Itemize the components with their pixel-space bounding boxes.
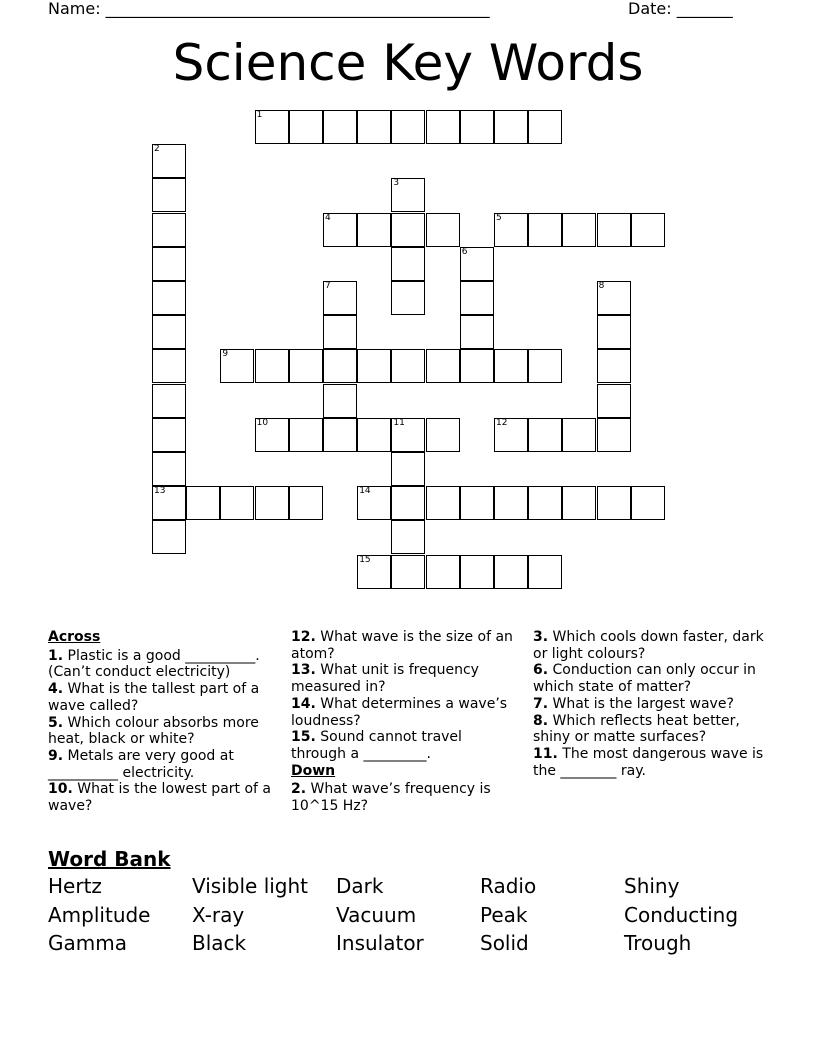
clue-item-number: 12. [291,629,316,645]
crossword-cell[interactable] [528,555,562,589]
clue-number: 13 [154,486,166,497]
clue-item-number: 8. [533,712,549,729]
clue-item-number: 9. [48,747,64,764]
clue-item-text: Plastic is a good __________. (Can’t conduct electricity) [48,647,260,681]
clue-number: 10 [256,417,269,428]
down-clues-list [291,781,516,814]
clue-item-number: 3. [533,629,549,645]
crossword-cell[interactable] [391,349,425,383]
crossword-cell[interactable] [323,110,357,144]
clue-number: 4 [325,212,331,223]
crossword-cell[interactable] [597,281,631,315]
crossword-cell[interactable] [426,418,460,452]
clue-item-number: 13. [291,662,316,679]
crossword-cell[interactable] [255,349,289,383]
crossword-cell[interactable] [357,555,391,589]
crossword-cell[interactable] [494,213,528,247]
crossword-cell[interactable] [323,213,357,247]
crossword-cell[interactable] [152,144,186,178]
down-heading: Down [291,762,336,779]
clue-item [48,781,276,814]
clue-item-text: Which colour absorbs more heat, black or white? [48,714,259,748]
clues-column-1 [48,629,276,815]
crossword-cell[interactable] [494,349,528,383]
clue-number: 9 [222,349,229,360]
word-bank-item: Black [192,931,247,955]
clue-number: 7 [325,281,331,291]
word-bank-item: X-ray [192,902,245,927]
clue-item [533,746,773,779]
crossword-cell[interactable] [597,315,631,349]
clue-item-text: What is the tallest part of a wave called? [48,681,260,714]
crossword-cell[interactable] [426,213,460,247]
clue-item-text: What determines a wave’s loudness? [291,695,508,729]
word-bank-item: Visible light [192,874,309,898]
crossword-cell[interactable] [562,418,596,452]
crossword-cell[interactable] [597,349,631,383]
clue-item-text: The most dangerous wave is the ________ ray. [533,745,764,779]
crossword-cell[interactable] [426,349,460,383]
clue-item-number: 7. [533,695,549,712]
crossword-cell[interactable] [460,315,494,349]
crossword-cell[interactable] [460,349,494,383]
crossword-cell[interactable] [426,110,460,144]
crossword-cell[interactable] [391,555,425,589]
crossword-cell[interactable] [152,486,186,520]
clue-item-text: Which cools down faster, dark or light colours? [533,629,764,662]
crossword-cell[interactable] [562,213,596,247]
word-bank-item: Dark [336,874,384,898]
clue-item-number: 11. [533,745,558,762]
clue-item-text: Metals are very good at __________ electricity. [48,747,234,781]
crossword-cell[interactable] [255,486,289,520]
clue-item [291,729,516,762]
crossword-cell[interactable] [357,418,391,452]
word-bank-grid [48,872,768,958]
crossword-cell[interactable] [631,213,665,247]
clue-item-number: 6. [533,662,549,679]
crossword-cell[interactable] [528,349,562,383]
word-bank [48,846,768,958]
crossword-cell[interactable] [152,178,186,212]
clue-item-number: 5. [48,714,64,731]
crossword-cell[interactable] [391,520,425,554]
word-bank-item: Conducting [624,902,739,927]
crossword-cell[interactable] [494,418,528,452]
crossword-cell[interactable] [631,486,665,520]
clue-item [533,629,773,662]
crossword-cell[interactable] [494,555,528,589]
clue-number: 2 [154,144,160,155]
crossword-cell[interactable] [152,452,186,486]
clue-item [291,662,516,695]
word-bank-item: Solid [480,931,529,955]
clue-item [291,781,516,814]
clue-item-number: 4. [48,681,64,698]
crossword-cell[interactable] [220,349,254,383]
clue-item-text: Conduction can only occur in which state of matter? [533,662,756,696]
clue-item-number: 1. [48,647,64,664]
clue-number: 15 [359,554,371,565]
clue-item [48,648,276,681]
crossword-cell[interactable] [597,418,631,452]
crossword-cell[interactable] [460,281,494,315]
crossword-cell[interactable] [323,384,357,418]
page-title: Science Key Words [172,34,644,92]
clue-number: 8 [598,281,605,291]
clue-number: 5 [496,212,502,223]
crossword-cell[interactable] [255,418,289,452]
clue-number: 1 [256,110,263,120]
crossword-cell[interactable] [528,486,562,520]
clue-item-text: Which reflects heat better, shiny or matte surfaces? [533,712,740,746]
date-field[interactable]: Date: _______ [628,0,733,18]
clue-item [48,681,276,714]
crossword-cell[interactable] [597,213,631,247]
crossword-cell[interactable] [186,486,220,520]
crossword-cell[interactable] [357,213,391,247]
crossword-cell[interactable] [152,213,186,247]
clue-item [533,696,773,713]
crossword-cell[interactable] [562,486,596,520]
clue-number: 11 [393,417,405,428]
crossword-cell[interactable] [152,520,186,554]
crossword-cell[interactable] [391,452,425,486]
clue-number: 6 [461,246,468,257]
crossword-cell[interactable] [357,486,391,520]
crossword-cell[interactable] [391,213,425,247]
crossword-cell[interactable] [323,315,357,349]
crossword-cell[interactable] [152,281,186,315]
crossword-cell[interactable] [391,281,425,315]
crossword-cell[interactable] [391,178,425,212]
crossword-cell[interactable] [220,486,254,520]
crossword-cell[interactable] [597,486,631,520]
across-heading: Across [48,629,101,645]
crossword-cell[interactable] [528,213,562,247]
clue-item [291,696,516,729]
clue-item [48,715,276,748]
clue-item-number: 10. [48,781,73,798]
crossword-cell[interactable] [391,486,425,520]
crossword-cell[interactable] [289,349,323,383]
crossword-cell[interactable] [460,555,494,589]
crossword-cell[interactable] [323,418,357,452]
clue-item-text: What unit is frequency measured in? [291,662,479,696]
crossword-cell[interactable] [357,110,391,144]
word-bank-item: Trough [624,931,692,955]
crossword-cell[interactable] [460,110,494,144]
clue-item-number: 2. [291,781,307,798]
name-field[interactable]: Name: ________________________________________________ [48,0,490,18]
clue-item-number: 14. [291,695,316,712]
clue-item [533,713,773,746]
clue-item [533,662,773,695]
clue-item [291,629,516,662]
crossword-cell[interactable] [152,384,186,418]
word-bank-item: Peak [480,902,528,927]
crossword-cell[interactable] [494,110,528,144]
across-clues-list-cont [291,629,516,763]
crossword-cell[interactable] [323,349,357,383]
clue-number: 3 [393,178,400,189]
crossword-cell[interactable] [426,555,460,589]
crossword-cell[interactable] [494,486,528,520]
word-bank-item: Amplitude [48,902,151,927]
crossword-cell[interactable] [460,247,494,281]
clue-item-text: Sound cannot travel through a _________. [291,729,462,762]
crossword-cell[interactable] [597,384,631,418]
clue-item-number: 15. [291,729,316,746]
clue-item-text: What is the lowest part of a wave? [48,781,271,815]
word-bank-item: Hertz [48,874,102,898]
crossword-cell[interactable] [528,110,562,144]
clue-item-text: What wave’s frequency is 10^15 Hz? [291,781,491,815]
crossword-cell[interactable] [289,486,323,520]
clue-item-text: What wave is the size of an atom? [291,629,513,662]
crossword-cell[interactable] [426,486,460,520]
word-bank-title: Word Bank [48,847,171,871]
down-clues-list-cont [533,629,773,779]
crossword-cell[interactable] [152,247,186,281]
crossword-cell[interactable] [152,315,186,349]
word-bank-item: Vacuum [336,902,417,927]
crossword-cell[interactable] [460,486,494,520]
crossword-cell[interactable] [391,247,425,281]
clue-item [48,748,276,781]
crossword-cell[interactable] [289,110,323,144]
clues-column-2 [291,629,516,815]
crossword-cell[interactable] [255,110,289,144]
word-bank-item: Shiny [624,874,680,898]
clue-number: 12 [496,417,508,428]
crossword-cell[interactable] [357,349,391,383]
clue-item-text: What is the largest wave? [548,695,734,712]
crossword-cell[interactable] [323,281,357,315]
crossword-cell[interactable] [289,418,323,452]
crossword-cell[interactable] [391,418,425,452]
crossword-cell[interactable] [152,418,186,452]
word-bank-item: Insulator [336,931,424,955]
crossword-cell[interactable] [391,110,425,144]
clues-column-3 [533,629,773,779]
word-bank-item: Gamma [48,931,127,955]
word-bank-item: Radio [480,874,537,898]
crossword-cell[interactable] [528,418,562,452]
crossword-cell[interactable] [152,349,186,383]
clue-number: 14 [359,486,371,497]
across-clues-list [48,648,276,815]
